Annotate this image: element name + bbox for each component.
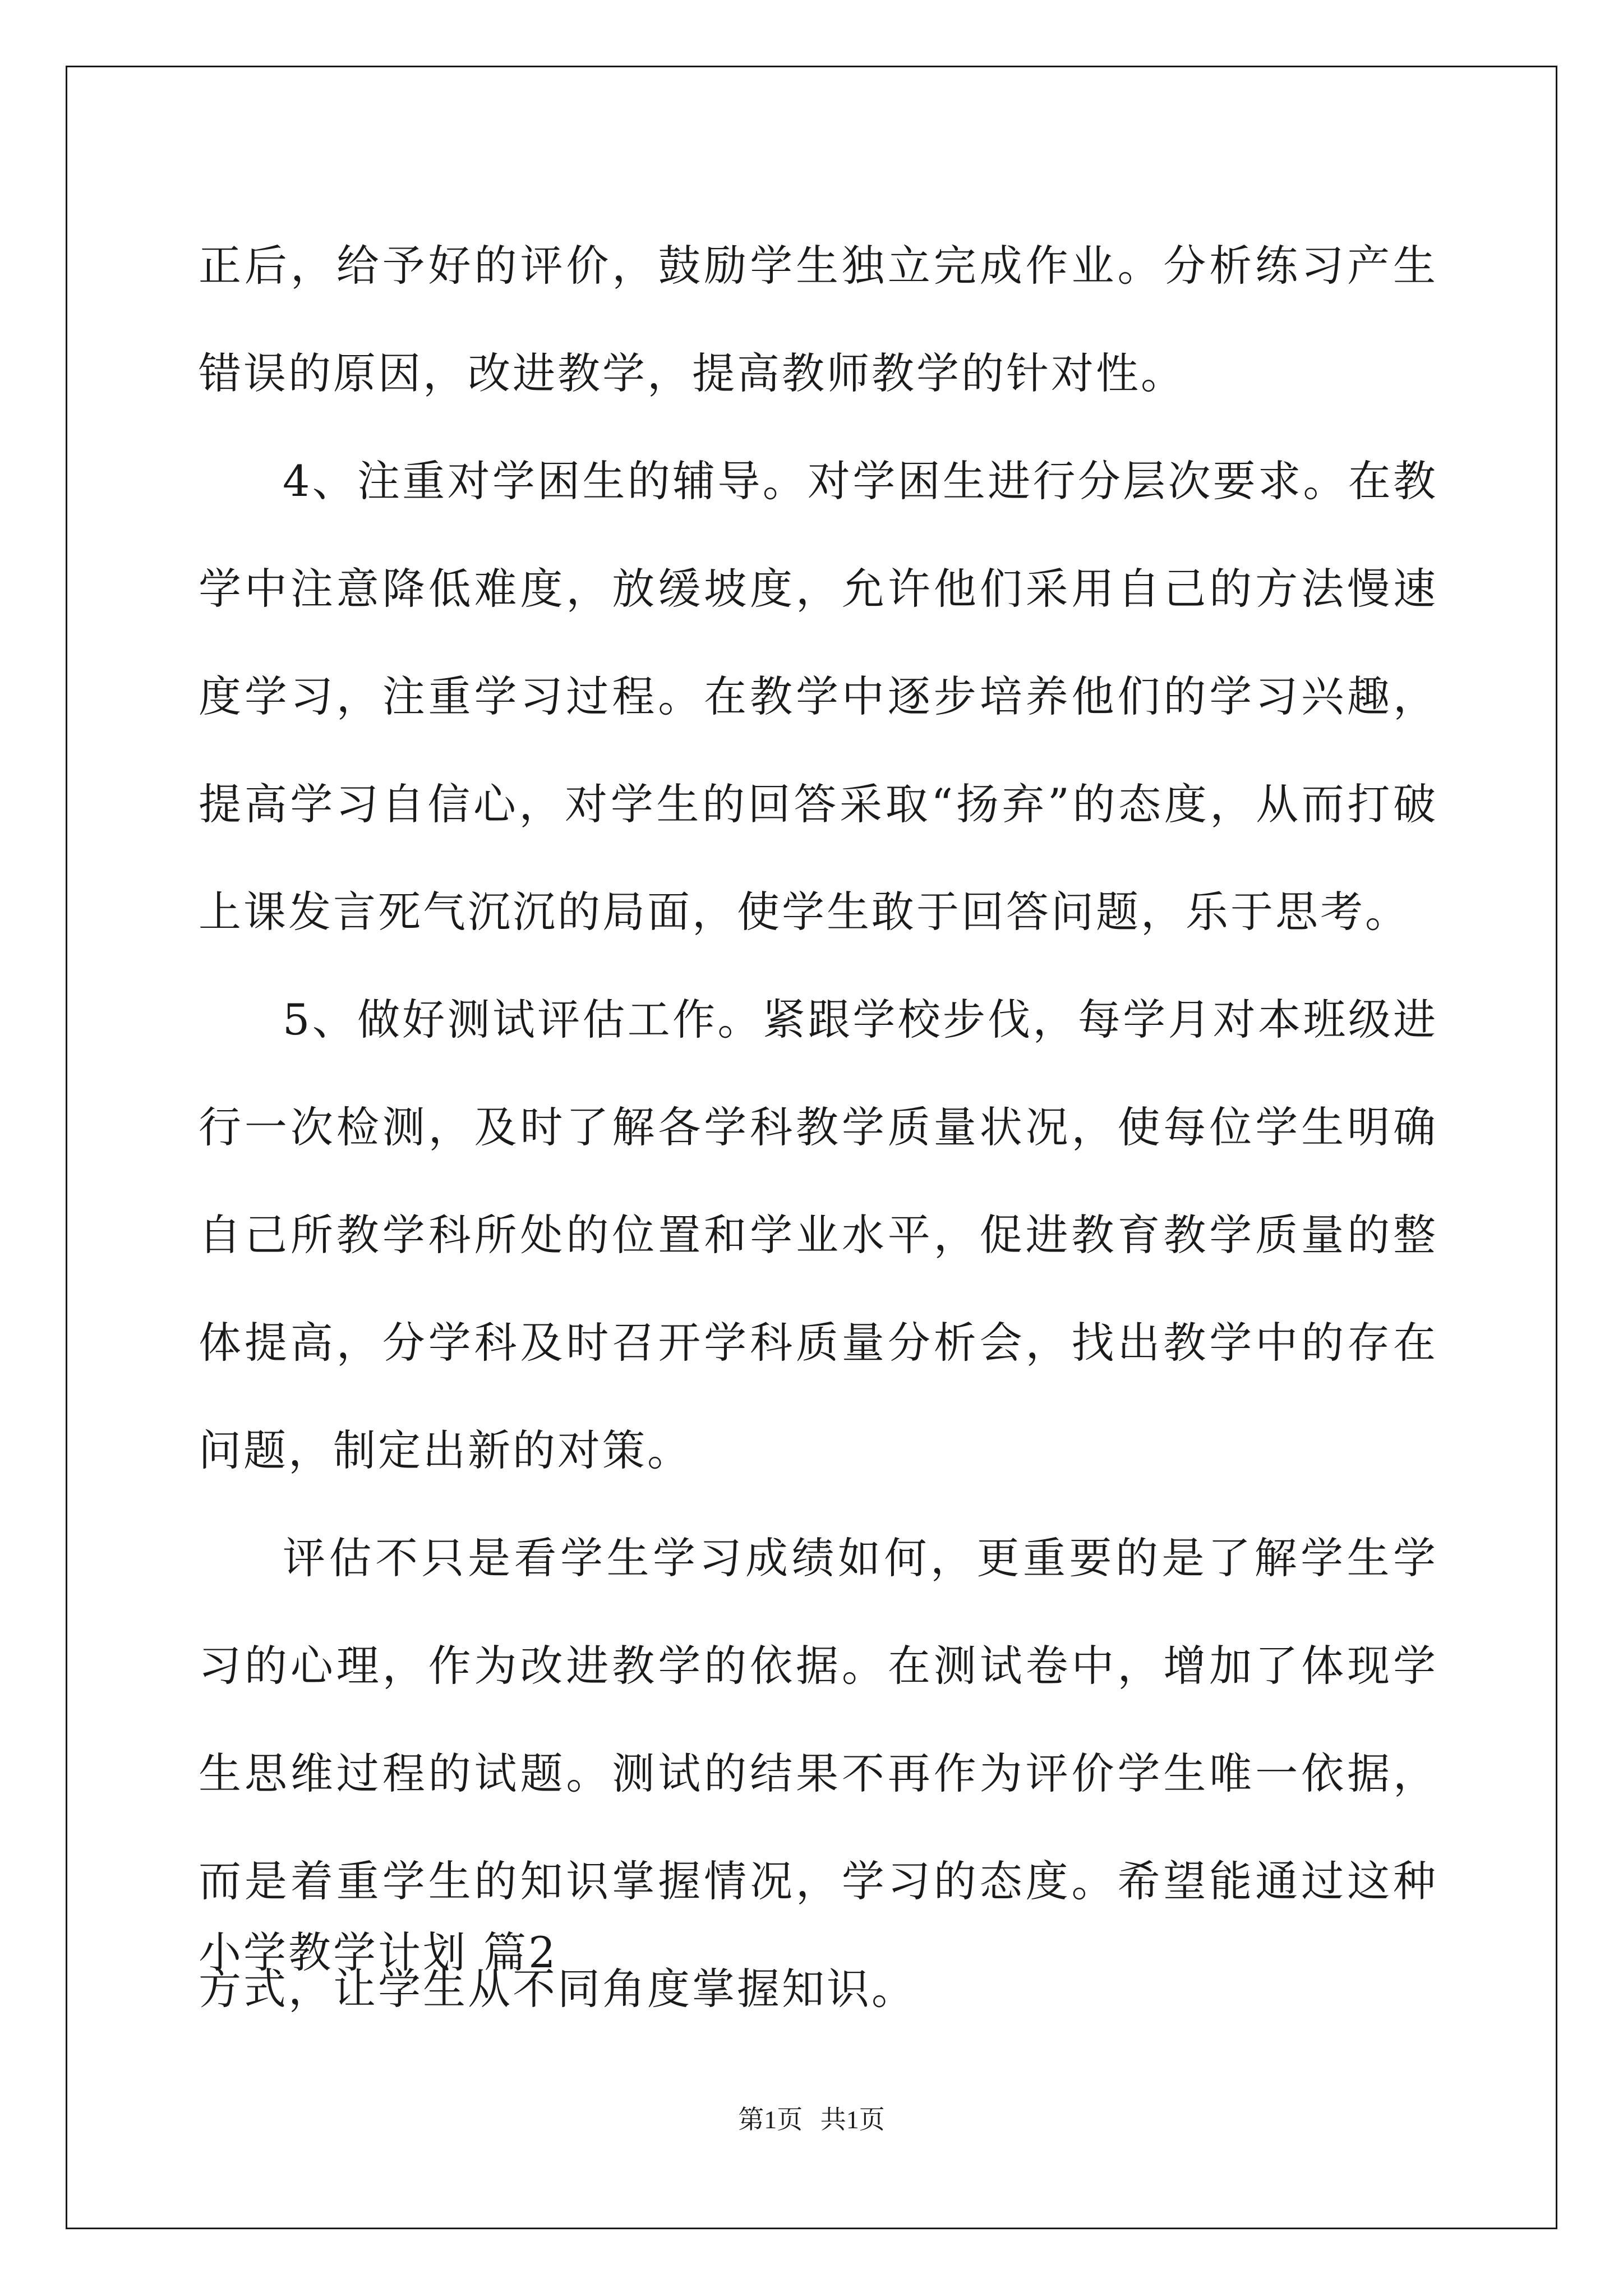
- document-body: [199, 212, 1438, 2043]
- paragraph-3: 5、做好测试评估工作。紧跟学校步伐，每学月对本班级进行一次检测，及时了解各学科教学质量状况，使每位学生明确自己所教学科所处的位置和学业水平，促进教育教学质量的整体提高，分学科及时召开学科质量分析会，找出教学中的存在问题，制定出新的对策。: [199, 995, 1438, 1475]
- paragraph-1: 正后，给予好的评价，鼓励学生独立完成作业。分析练习产生错误的原因，改进教学，提高教师教学的针对性。: [199, 241, 1438, 398]
- section-heading: 小学教学计划 篇2: [199, 1927, 558, 1977]
- page-footer: 第1页 共1页: [738, 2105, 885, 2134]
- paragraph-2: 4、注重对学困生的辅导。对学困生进行分层次要求。在教学中注意降低难度，放缓坡度，允许他们采用自己的方法慢速度学习，注重学习过程。在教学中逐步培养他们的学习兴趣，提高学习自信心，对学生的回答采取“扬弃”的态度，从而打破上课发言死气沉沉的局面，使学生敢于回答问题，乐于思考。: [199, 456, 1438, 937]
- paragraph-4: 评估不只是看学生学习成绩如何，更重要的是了解学生学习的心理，作为改进教学的依据。在测试卷中，增加了体现学生思维过程的试题。测试的结果不再作为评价学生唯一依据，而是着重学生的知识掌握情况，学习的态度。希望能通过这种方式，让学生从不同角度掌握知识。: [199, 1533, 1438, 2014]
